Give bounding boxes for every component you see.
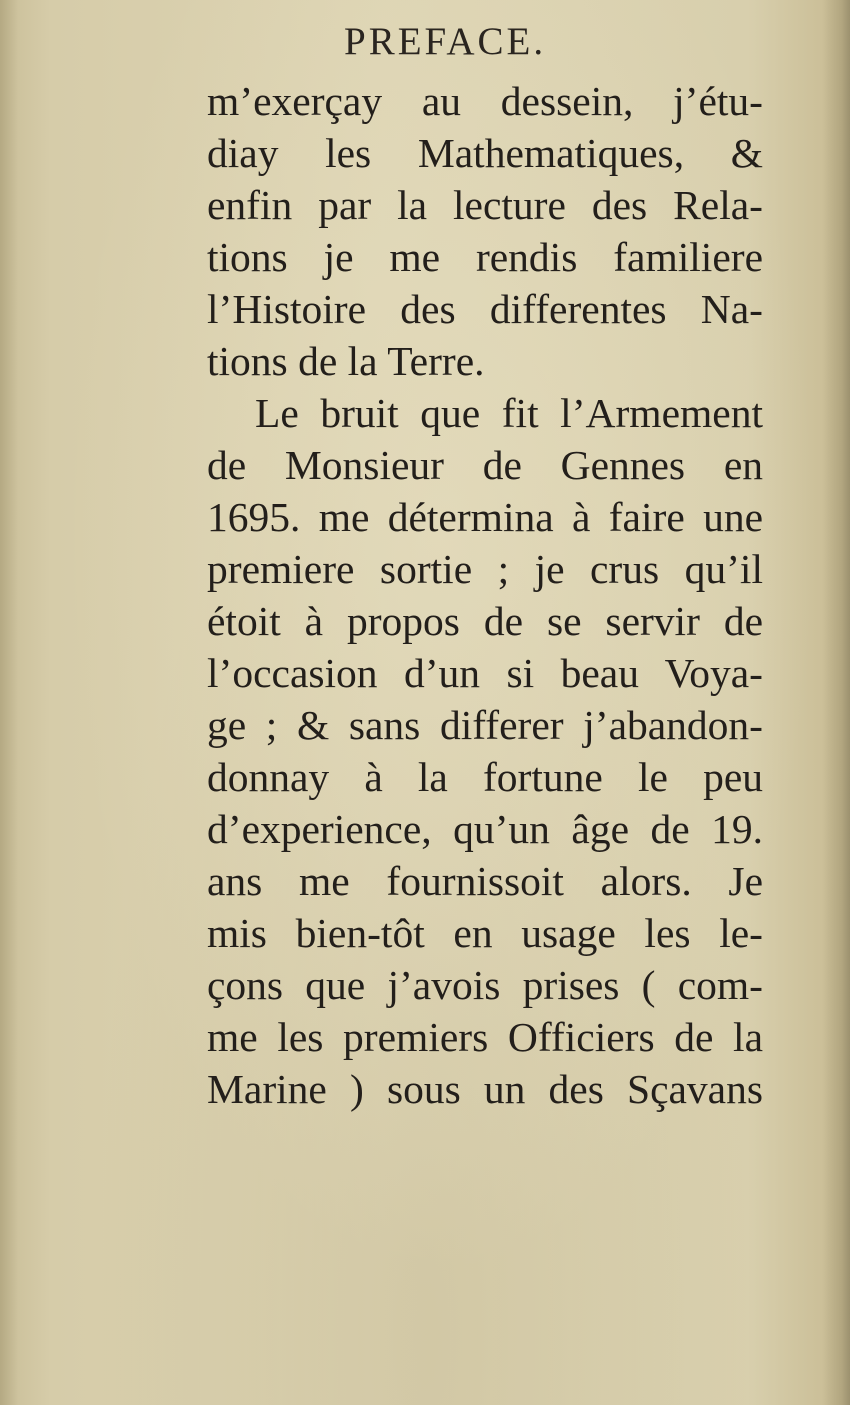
page-edge-shadow [822,0,850,1405]
text-line: enfin par la lecture des Rela- [207,182,763,228]
text-line: premiere sortie ; je crus qu’il [207,546,763,592]
text-line: tions je me rendis familiere [207,234,763,280]
text-line: me les premiers Officiers de la [207,1014,763,1060]
running-header: PREFACE. [344,20,547,63]
text-line: d’experience, qu’un âge de 19. [207,806,763,852]
text-line: donnay à la fortune le peu [207,754,763,800]
text-line: l’occasion d’un si beau Voya- [207,650,763,696]
text-line: Marine ) sous un des Sçavans [207,1066,763,1112]
body-text [207,75,763,1115]
text-line: Le bruit que fit l’Armement [255,390,763,436]
text-line: çons que j’avois prises ( com- [207,962,763,1008]
text-line: 1695. me détermina à faire une [207,494,763,540]
text-line: l’Histoire des differentes Na- [207,286,763,332]
text-line: diay les Mathematiques, & [207,130,763,176]
text-line: ge ; & sans differer j’abandon- [207,702,763,748]
text-line: m’exerçay au dessein, j’étu- [207,78,763,124]
text-line: tions de la Terre. [207,338,485,384]
text-line: mis bien-tôt en usage les le- [207,910,763,956]
text-line: de Monsieur de Gennes en [207,442,763,488]
text-line: ans me fournissoit alors. Je [207,858,763,904]
text-line: étoit à propos de se servir de [207,598,763,644]
page-gutter-shadow [0,0,18,1405]
